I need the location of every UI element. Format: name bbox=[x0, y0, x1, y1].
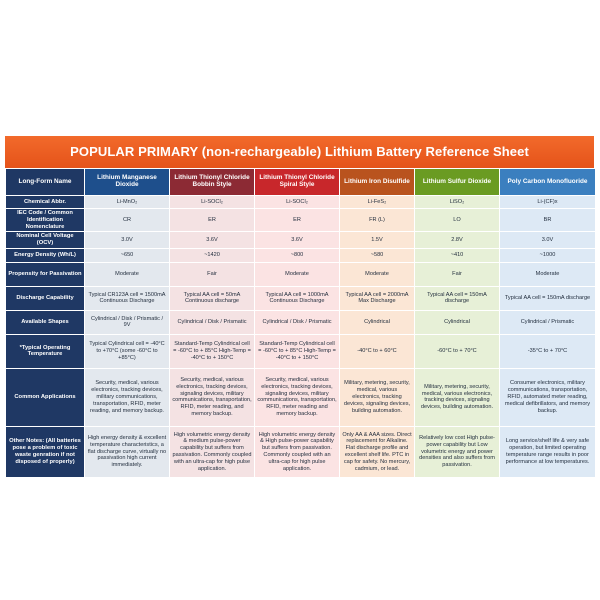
table-cell: Military, metering, security, medical, various electronics, tracking devices, signaling devices, building automation. bbox=[415, 369, 499, 426]
row-label: Discharge Capability bbox=[6, 287, 84, 310]
table-cell: Typical AA cell = 1000mA Continuous Discharge bbox=[255, 287, 339, 310]
table-cell: Relatively low cost High pulse-power capability but Low volumetric energy and power densities and also suffers from passivation. bbox=[415, 427, 499, 477]
table-cell: ~580 bbox=[340, 249, 414, 262]
table-row bbox=[6, 196, 595, 208]
row-label: Nominal Cell Voltage (OCV) bbox=[6, 232, 84, 248]
table-row bbox=[6, 335, 595, 368]
column-header-row bbox=[6, 169, 595, 195]
table-cell: ~800 bbox=[255, 249, 339, 262]
row-label: Chemical Abbr. bbox=[6, 196, 84, 208]
table-cell: Typical Cylindrical cell = -40°C to +70°C (some -60°C to +85°C) bbox=[85, 335, 169, 368]
column-header-thionyl-chloride-spiral: Lithium Thionyl Chloride Spiral Style bbox=[255, 169, 339, 195]
table-cell: 3.0V bbox=[85, 232, 169, 248]
column-header-thionyl-chloride-bobbin: Lithium Thionyl Chloride Bobbin Style bbox=[170, 169, 254, 195]
table-cell: ~410 bbox=[415, 249, 499, 262]
table-row bbox=[6, 232, 595, 248]
table-row bbox=[6, 263, 595, 286]
column-header-lithium-manganese-dioxide: Lithium Manganese Dioxide bbox=[85, 169, 169, 195]
table-cell: Security, medical, various electronics, tracking devices, military communications, transportation, RFID, meter reading, and memory backup. bbox=[85, 369, 169, 426]
row-label: *Typical Operating Temperature bbox=[6, 335, 84, 368]
sheet-title: POPULAR PRIMARY (non-rechargeable) Lithium Battery Reference Sheet bbox=[5, 136, 594, 168]
table-cell: Li-FeS₂ bbox=[340, 196, 414, 208]
table-row bbox=[6, 369, 595, 426]
table-cell: Moderate bbox=[85, 263, 169, 286]
table-cell: High volumetric energy density & High pulse-power capability but suffers from passivation. Commonly coupled with an ultra-cap for high pulse application. bbox=[255, 427, 339, 477]
table-cell: Cylindrical / Disk / Prismatic bbox=[170, 311, 254, 334]
table-cell: ~650 bbox=[85, 249, 169, 262]
row-label: Energy Density (Wh/L) bbox=[6, 249, 84, 262]
table-cell: -35°C to + 70°C bbox=[500, 335, 595, 368]
table-cell: Li-SOCl₂ bbox=[255, 196, 339, 208]
column-header-iron-disulfide: Lithium Iron Disulfide bbox=[340, 169, 414, 195]
table-row bbox=[6, 287, 595, 310]
row-label: Propensity for Passivation bbox=[6, 263, 84, 286]
table-cell: 3.0V bbox=[500, 232, 595, 248]
table-cell: Moderate bbox=[255, 263, 339, 286]
table-cell: Moderate bbox=[500, 263, 595, 286]
table-cell: Security, medical, various electronics, tracking devices, signaling devices, military communications, transportation, RFID, meter reading and memory backup. bbox=[255, 369, 339, 426]
table-cell: Consumer electronics, military communications, transportation, RFID, automated meter reading, medical defibrillators, and memory backup. bbox=[500, 369, 595, 426]
table-cell: Typical CR123A cell = 1500mA Continuous Discharge bbox=[85, 287, 169, 310]
table-row bbox=[6, 249, 595, 262]
table-row bbox=[6, 427, 595, 477]
row-header-label: Long-Form Name bbox=[6, 169, 84, 195]
row-label: Available Shapes bbox=[6, 311, 84, 334]
table-cell: Typical AA cell = 150mA discharge bbox=[500, 287, 595, 310]
row-label: Other Notes: (All batteries pose a problem of toxic waste genration if not disposed of properly) bbox=[6, 427, 84, 477]
table-cell: LiSO₂ bbox=[415, 196, 499, 208]
table-cell: Li-MnO₂ bbox=[85, 196, 169, 208]
table-cell: ~1000 bbox=[500, 249, 595, 262]
column-header-sulfur-dioxide: Lithium Sulfur Dioxide bbox=[415, 169, 499, 195]
table-row bbox=[6, 209, 595, 231]
table-cell: BR bbox=[500, 209, 595, 231]
table-cell: High energy density & excellent temperature characteristics, a flat discharge curve, virtually no passivation high current immediately. bbox=[85, 427, 169, 477]
table-cell: Fair bbox=[170, 263, 254, 286]
table-cell: Cylindrical / Disk / Prismatic bbox=[255, 311, 339, 334]
row-label: Common Applications bbox=[6, 369, 84, 426]
table-cell: ER bbox=[255, 209, 339, 231]
table-cell: Security, medical, various electronics, tracking devices, signaling devices, military communications, transportation, RFID, meter reading, and memory backup. bbox=[170, 369, 254, 426]
row-label: IEC Code / Common Identification Nomenclature bbox=[6, 209, 84, 231]
table-cell: 3.6V bbox=[170, 232, 254, 248]
table-cell: Military, metering, security, medical, various electronics, tracking devices, signaling devices, building automation. bbox=[340, 369, 414, 426]
table-cell: Typical AA cell = 2000mA Max Discharge bbox=[340, 287, 414, 310]
table-cell: Standard-Temp Cylindrical cell = -60°C to + 85°C High-Temp = -40°C to + 150°C bbox=[255, 335, 339, 368]
table-cell: Li-SOCl₂ bbox=[170, 196, 254, 208]
table-cell: -60°C to + 70°C bbox=[415, 335, 499, 368]
table-cell: Only AA & AAA sizes. Direct replacement for Alkaline. Flat discharge profile and excellent shelf life. PTC in cap for safety. No mercury, cadmium, or lead. bbox=[340, 427, 414, 477]
table-cell: Cylindrical bbox=[415, 311, 499, 334]
table-cell: -40°C to + 60°C bbox=[340, 335, 414, 368]
table-cell: 2.8V bbox=[415, 232, 499, 248]
table-cell: Cylindrical / Disk / Prismatic / 9V bbox=[85, 311, 169, 334]
table-cell: High volumetric energy density & medium pulse-power capability but suffers from passivation. Commonly coupled with an ultra-cap for high pulse application. bbox=[170, 427, 254, 477]
column-header-poly-carbon-monofluoride: Poly Carbon Monofluoride bbox=[500, 169, 595, 195]
table-cell: CR bbox=[85, 209, 169, 231]
table-cell: 1.5V bbox=[340, 232, 414, 248]
reference-table bbox=[5, 168, 596, 478]
table-cell: Cylindrical / Prismatic bbox=[500, 311, 595, 334]
table-cell: Li-(CF)x bbox=[500, 196, 595, 208]
table-cell: Cylindrical bbox=[340, 311, 414, 334]
table-cell: 3.6V bbox=[255, 232, 339, 248]
table-cell: FR (L) bbox=[340, 209, 414, 231]
table-cell: Long service/shelf life & very safe operation, but limited operating temperature range results in poor performance at low temperatures. bbox=[500, 427, 595, 477]
table-cell: ER bbox=[170, 209, 254, 231]
battery-reference-sheet bbox=[5, 136, 594, 472]
table-cell: Fair bbox=[415, 263, 499, 286]
table-cell: Moderate bbox=[340, 263, 414, 286]
table-cell: Standard-Temp Cylindrical cell = -60°C to + 85°C High-Temp = -40°C to + 150°C bbox=[170, 335, 254, 368]
table-row bbox=[6, 311, 595, 334]
table-cell: Typical AA cell = 50mA Continuous discharge bbox=[170, 287, 254, 310]
table-cell: Typical AA cell = 150mA discharge bbox=[415, 287, 499, 310]
table-cell: LO bbox=[415, 209, 499, 231]
table-cell: ~1420 bbox=[170, 249, 254, 262]
